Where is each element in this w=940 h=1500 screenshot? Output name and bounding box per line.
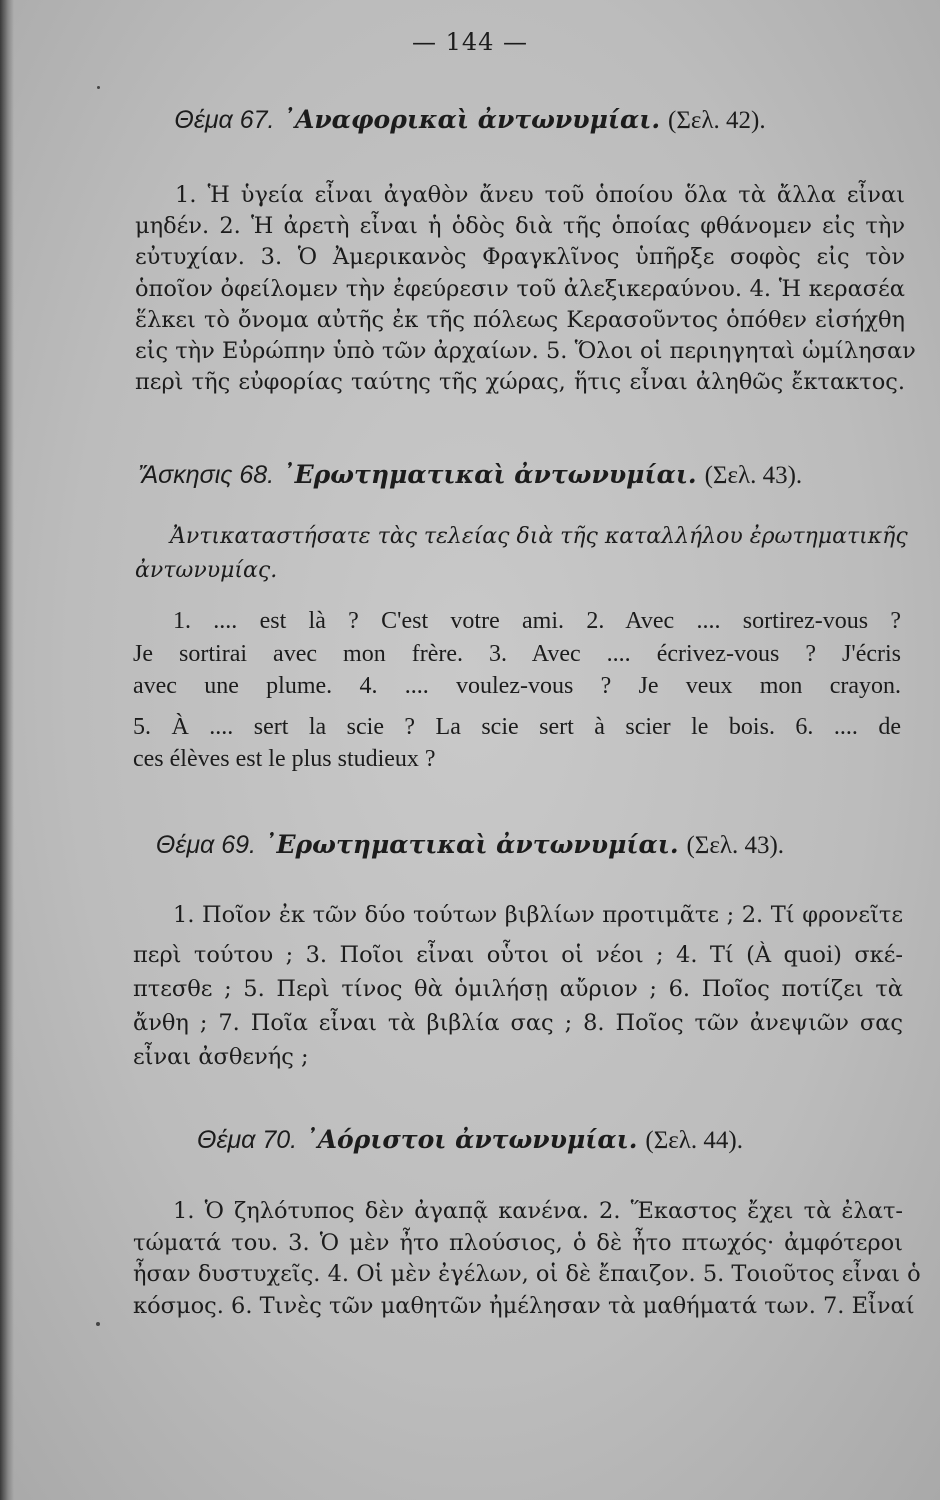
text-line: ἦσαν δυστυχεῖς. 4. Οἱ μὲν ἐγέλων, οἱ δὲ ἔπαιζον. 5. Τοιοῦτος εἶναι ὁ bbox=[133, 1261, 921, 1287]
heading-title: ᾿Ερωτηματικαὶ ἀντωνυμίαι. bbox=[282, 460, 697, 489]
text-line: Je sortirai avec mon frère. 3. Avec .... écrivez-vous ? J'écris bbox=[133, 640, 901, 667]
text-line: περὶ τούτου ; 3. Ποῖοι εἶναι οὗτοι οἱ νέοι ; 4. Τί (À quoi) σκέ- bbox=[133, 942, 903, 968]
text-line: 1. .... est là ? C'est votre ami. 2. Avec .... sortirez-vous ? bbox=[173, 608, 901, 634]
heading-page-ref: (Σελ. 43). bbox=[686, 832, 785, 859]
text-line: τώματά του. 3. Ὁ μὲν ἦτο πλούσιος, ὁ δὲ ἦτο πτωχός· ἀμφότεροι bbox=[133, 1229, 903, 1256]
text-line: ἄνθη ; 7. Ποῖα εἶναι τὰ βιβλία σας ; 8. Ποῖος τῶν ἀνεψιῶν σας bbox=[133, 1010, 903, 1036]
text-line: πτεσθε ; 5. Περὶ τίνος θὰ ὁμιλήσῃ αὔριον ; 6. Ποῖος ποτίζει τὰ bbox=[133, 976, 903, 1002]
text-line: ὁποῖον ὀφείλομεν τὴν ἐφεύρεσιν τοῦ ἀλεξικεραύνου. 4. Ἡ κερασέα bbox=[135, 275, 905, 302]
text-line: 1. Ὁ ζηλότυπος δὲν ἀγαπᾷ κανένα. 2. Ἕκαστος ἔχει τὰ ἐλατ- bbox=[173, 1198, 903, 1224]
heading-page-ref: (Σελ. 42). bbox=[668, 107, 766, 134]
heading-exercise-68 bbox=[0, 460, 940, 490]
text-line: εἶναι ἀσθενής ; bbox=[133, 1044, 309, 1070]
exercise-68-french-text bbox=[133, 605, 901, 776]
heading-title: ᾿Ερωτηματικαὶ ἀντωνυμίαι. bbox=[263, 830, 679, 859]
heading-theme-69 bbox=[0, 830, 940, 860]
instruction-line: Ἀντικαταστήσατε τὰς τελείας διὰ τῆς καταλλήλου ἐρωτηματικῆς bbox=[170, 524, 908, 549]
instruction-line: ἀντωνυμίας. bbox=[135, 558, 278, 583]
heading-page-ref: (Σελ. 43). bbox=[704, 462, 803, 489]
theme-67-text bbox=[135, 180, 916, 398]
heading-theme-67 bbox=[0, 105, 940, 135]
heading-label: Θέμα 70. bbox=[197, 1126, 298, 1154]
text-line: avec une plume. 4. .... voulez-vous ? Je veux mon crayon. bbox=[133, 673, 901, 699]
theme-70-text bbox=[133, 1196, 921, 1322]
heading-theme-70 bbox=[0, 1125, 940, 1155]
heading-title: ᾿Αόριστοι ἀντωνυμίαι. bbox=[305, 1125, 638, 1154]
page-edge-shadow bbox=[0, 0, 14, 1500]
text-line: μηδέν. 2. Ἡ ἀρετὴ εἶναι ἡ ὁδὸς διὰ τῆς ὁποίας φθάνομεν εἰς τὴν bbox=[135, 213, 905, 240]
text-line: 5. À .... sert la scie ? La scie sert à scier le bois. 6. .... de bbox=[133, 713, 901, 740]
text-line: ἕλκει τὸ ὄνομα αὐτῆς ἐκ τῆς πόλεως Κερασοῦντος ὁπόθεν εἰσήχθη bbox=[135, 306, 905, 333]
paper-speck bbox=[97, 86, 100, 89]
heading-page-ref: (Σελ. 44). bbox=[645, 1127, 743, 1154]
page-number: — 144 — bbox=[411, 28, 529, 56]
text-line: 1. Ποῖον ἐκ τῶν δύο τούτων βιβλίων προτιμᾶτε ; 2. Τί φρονεῖτε bbox=[173, 902, 903, 928]
paper-speck bbox=[96, 1322, 100, 1326]
text-line: κόσμος. 6. Τινὲς τῶν μαθητῶν ἠμέλησαν τὰ μαθήματά των. 7. Εἶναί bbox=[133, 1292, 915, 1319]
text-line: ces élèves est le plus studieux ? bbox=[133, 746, 436, 772]
text-line: εἰς τὴν Εὐρώπην ὑπὸ τῶν ἀρχαίων. 5. Ὅλοι οἱ περιηγηταὶ ὡμίλησαν bbox=[135, 338, 916, 365]
heading-label: Ἄσκησις 68. bbox=[137, 461, 275, 489]
heading-label: Θέμα 69. bbox=[155, 831, 257, 859]
text-line: περὶ τῆς εὐφορίας ταύτης τῆς χώρας, ἥτις εἶναι ἀληθῶς ἔκτακτος. bbox=[135, 369, 905, 396]
text-line: εὐτυχίαν. 3. Ὁ Ἀμερικανὸς Φραγκλῖνος ὑπῆρξε σοφὸς εἰς τὸν bbox=[135, 244, 905, 271]
heading-label: Θέμα 67. bbox=[174, 106, 275, 134]
exercise-68-instruction bbox=[135, 520, 908, 588]
theme-69-text bbox=[133, 898, 903, 1074]
heading-title: ᾿Αναφορικαὶ ἀντωνυμίαι. bbox=[282, 105, 661, 134]
text-line: 1. Ἡ ὑγεία εἶναι ἀγαθὸν ἄνευ τοῦ ὁποίου ὅλα τὰ ἄλλα εἶναι bbox=[175, 182, 905, 208]
